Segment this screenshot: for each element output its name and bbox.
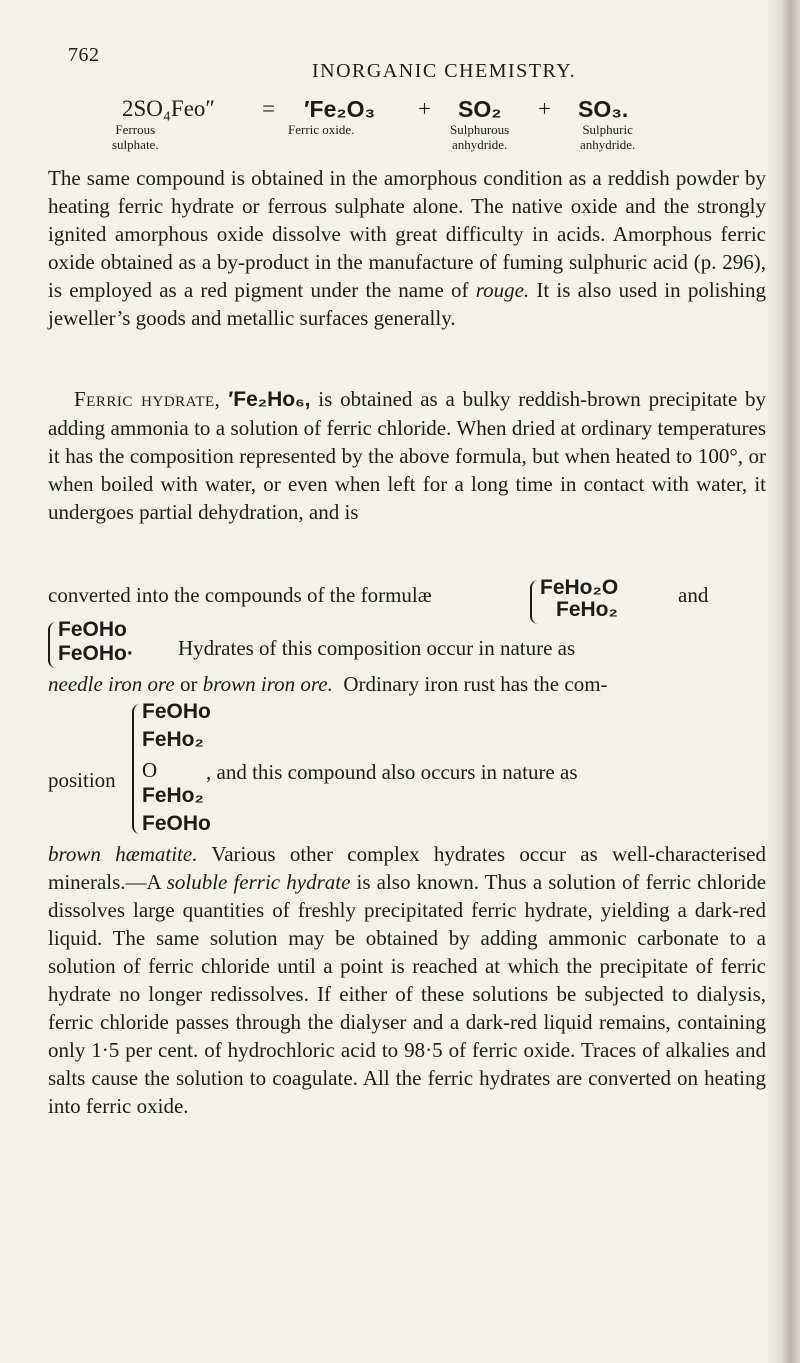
page-number: 762	[68, 44, 100, 66]
para1-text: The same compound is obtained in the amorphous condition as a reddish powder by heating ferric hydrate or ferrous sulphate alone. The native oxide and the strongly ignited amorphous oxide dissolve with great difficulty in acids. Amorphous ferric oxide obtained as a by-product in the manufacture of fuming sulphuric acid (p. 296), is employed as a red pigment under the name of	[48, 166, 766, 302]
equation-lhs: 2SO₄Feo″	[122, 96, 215, 121]
iron-ore-line	[48, 672, 608, 697]
para3-text-b: is also known. Thus a solution of ferric chloride dissolves large quantities of freshly precipitated ferric hydrate, yielding a dark-red liquid. The same solution may be obtained by adding ammonic carbonate to a solution of ferric chloride until a point is reached at which the precipitate of ferric hydrate no longer redissolves. If either of these solutions be subjected to dialysis, ferric chloride passes through the dialyser and a dark-red liquid remains, containing only 1·5 per cent. of hydrochloric acid to 98·5 of ferric oxide. Traces of alkalies and salts cause the solution to coagulate. All the ferric hydrates are converted on heating into ferric oxide.	[48, 870, 767, 1118]
formula-2-top: FeOHo	[58, 618, 127, 641]
and-word: and	[678, 583, 709, 607]
equation-ferric-oxide: ′Fe₂O₃	[304, 96, 376, 122]
formula-3-line-3: O	[142, 758, 158, 782]
para1-end: It is also used in polishing jeweller’s goods and metallic surfaces generally.	[48, 278, 767, 330]
position-label: position	[48, 768, 116, 792]
label-sulphuric-anhydride: Sulphuric anhydride.	[580, 122, 636, 152]
needle-iron-ore: needle iron ore	[48, 672, 175, 696]
compound-text: , and this compound also occurs in nature as	[206, 760, 578, 784]
paragraph-amorphous-oxide	[48, 164, 766, 332]
equation-equals: =	[262, 96, 275, 121]
formula-3-line-2: FeHo₂	[142, 728, 204, 751]
para3-text-a: Various other complex hydrates occur as well-characterised minerals.—A	[48, 842, 766, 894]
hydrates-text: Hydrates of this composition occur in nature as	[178, 636, 576, 660]
formula-3-line-4: FeHo₂	[142, 784, 204, 807]
formula-3-line-5: FeOHo	[142, 812, 211, 835]
soluble-ferric-hydrate: soluble ferric hydrate	[166, 870, 351, 894]
formula-1-bottom: FeHo₂	[556, 598, 618, 621]
formula-1-top: FeHo₂O	[540, 576, 619, 599]
equation-so2: SO₂	[458, 96, 502, 122]
page-edge-shadow	[766, 0, 800, 1363]
label-sulphurous-anhydride: Sulphurous anhydride.	[450, 122, 510, 152]
or-word: or	[180, 672, 198, 696]
rouge-term: rouge.	[475, 278, 530, 302]
formula-2-bottom: FeOHo·	[58, 642, 134, 665]
ferric-hydrate-heading: Ferric hydrate,	[74, 387, 221, 411]
brace-formula-1	[530, 580, 540, 624]
brown-haematite: brown hæmatite.	[48, 842, 198, 866]
para2-text: is obtained as a bulky reddish-brown precipitate by adding ammonia to a solution of ferric chloride. When dried at ordinary temperatures it has the composition represented by the above formula, but when heated to 100°, or when boiled with water, or even when left for a long time in contact with water, it undergoes partial dehydration, and is	[48, 387, 767, 524]
converted-line: converted into the compounds of the formulæ	[48, 583, 432, 607]
brown-iron-ore: brown iron ore.	[202, 672, 333, 696]
label-ferrous-sulphate: Ferrous sulphate.	[112, 122, 159, 152]
paragraph-soluble-hydrate	[48, 840, 766, 1120]
running-head: INORGANIC CHEMISTRY.	[312, 60, 577, 82]
equation-plus-2: +	[538, 96, 551, 121]
equation-so3: SO₃.	[578, 96, 629, 122]
paragraph-ferric-hydrate	[48, 385, 766, 526]
brace-formula-2	[48, 622, 58, 668]
formula-3-line-1: FeOHo	[142, 700, 211, 723]
label-ferric-oxide: Ferric oxide.	[288, 122, 355, 137]
brace-formula-3	[132, 704, 142, 834]
equation-plus-1: +	[418, 96, 431, 121]
ferric-hydrate-formula: ′Fe₂Ho₆,	[228, 388, 311, 411]
rust-text: Ordinary iron rust has the com-	[343, 672, 608, 696]
